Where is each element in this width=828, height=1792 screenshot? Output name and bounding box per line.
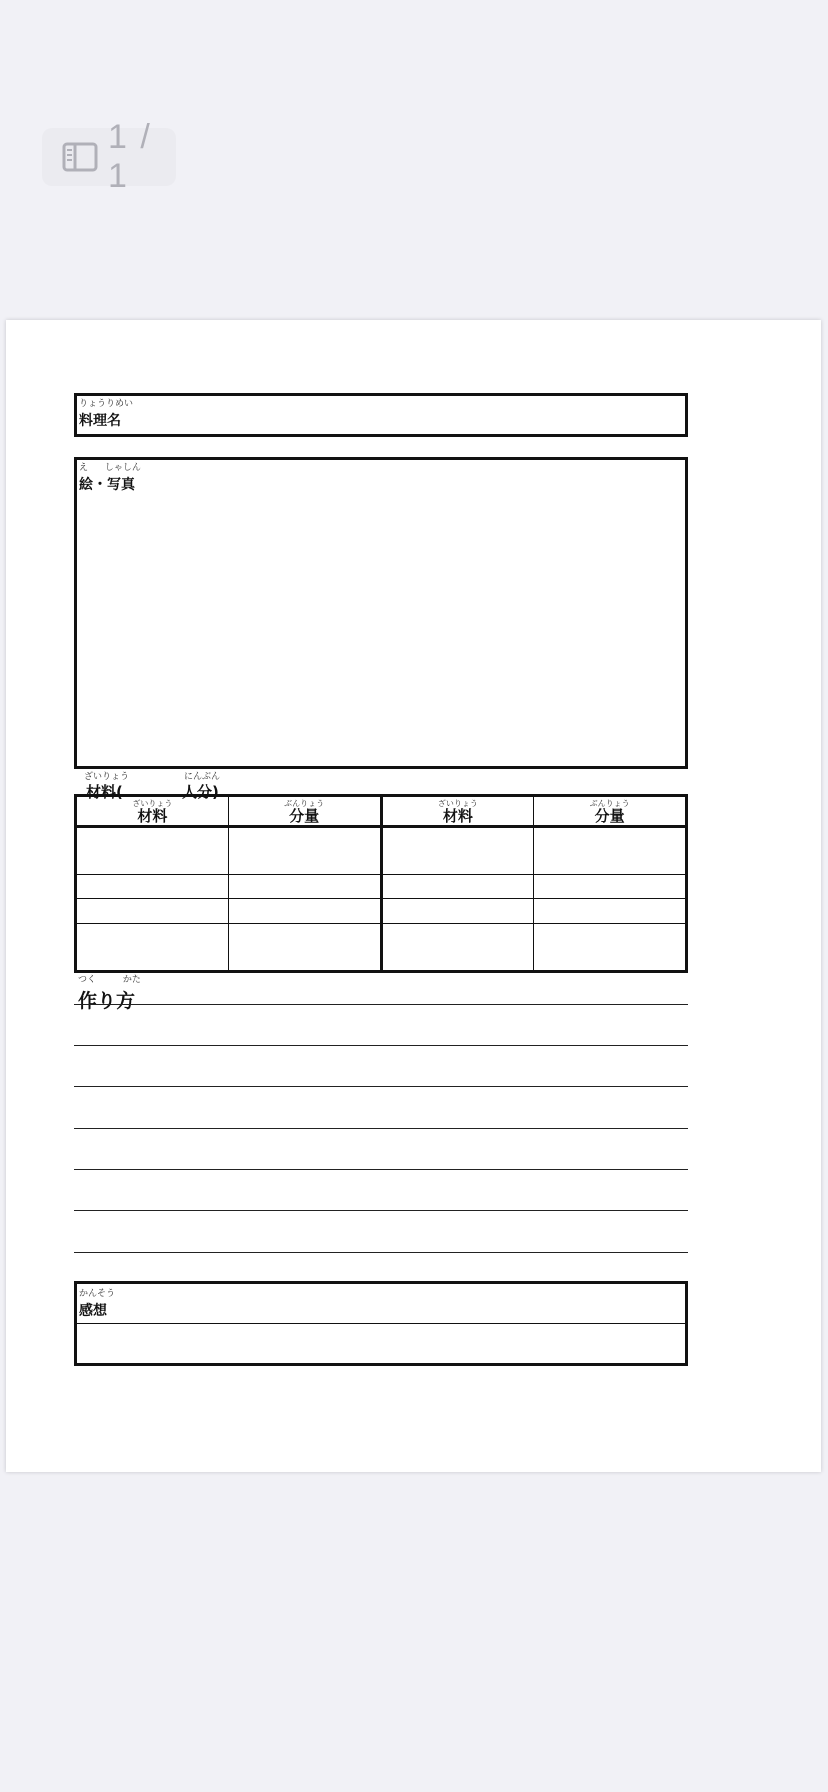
- table-cell[interactable]: [76, 899, 229, 923]
- table-cell[interactable]: [76, 923, 229, 971]
- header-ruby: ざいりょう: [437, 799, 478, 808]
- header-amount-1: [228, 796, 381, 827]
- table-cell[interactable]: [534, 899, 687, 923]
- page-indicator-text: 1 / 1: [108, 118, 152, 195]
- method-line[interactable]: [74, 1004, 688, 1005]
- method-line[interactable]: [74, 1045, 688, 1046]
- dish-name-ruby: りょうりめい: [79, 399, 134, 409]
- impression-ruby: かんそう: [79, 1289, 116, 1299]
- picture-label: 絵・写真: [79, 477, 135, 493]
- ingredients-label-left: 材料(: [86, 783, 123, 801]
- table-cell[interactable]: [534, 827, 687, 875]
- dish-name-box[interactable]: [74, 393, 688, 437]
- sidebar-icon[interactable]: [62, 142, 98, 172]
- method-line[interactable]: [74, 1086, 688, 1087]
- table-cell[interactable]: [534, 923, 687, 971]
- method-line[interactable]: [74, 1128, 688, 1129]
- method-heading: [78, 972, 141, 1013]
- table-cell[interactable]: [76, 875, 229, 899]
- table-cell[interactable]: [228, 875, 381, 899]
- ingredients-table: [74, 794, 688, 973]
- table-cell[interactable]: [534, 875, 687, 899]
- method-line[interactable]: [74, 1169, 688, 1170]
- header-label: 分量: [289, 807, 320, 825]
- table-cell[interactable]: [381, 827, 534, 875]
- impression-label: 感想: [79, 1303, 107, 1319]
- header-ruby: ざいりょう: [132, 799, 173, 808]
- impression-box[interactable]: [74, 1281, 688, 1366]
- page-indicator[interactable]: [42, 118, 176, 195]
- document-page: [6, 320, 821, 1472]
- table-row: [76, 899, 687, 923]
- ingredients-label-right: 人分): [182, 783, 219, 801]
- header-label: 分量: [594, 807, 625, 825]
- table-row: [76, 923, 687, 971]
- table-row: [76, 827, 687, 875]
- ingredients-heading: [82, 769, 282, 801]
- header-ingredient-1: [76, 796, 229, 827]
- table-cell[interactable]: [76, 827, 229, 875]
- picture-ruby: え しゃしん: [79, 463, 141, 473]
- ingredients-ruby-left: ざいりょう: [84, 772, 130, 782]
- table-header-row: [76, 796, 687, 827]
- table-cell[interactable]: [381, 899, 534, 923]
- method-line[interactable]: [74, 1210, 688, 1211]
- header-label: 材料: [442, 807, 473, 825]
- header-amount-2: [534, 796, 687, 827]
- method-label: 作り方: [78, 990, 136, 1012]
- table-cell[interactable]: [228, 923, 381, 971]
- table-cell[interactable]: [381, 875, 534, 899]
- table-cell[interactable]: [381, 923, 534, 971]
- picture-box[interactable]: [74, 457, 688, 769]
- header-ruby: ぶんりょう: [284, 799, 325, 808]
- method-line[interactable]: [74, 1252, 688, 1253]
- dish-name-label: 料理名: [79, 413, 121, 429]
- ingredients-ruby-right: にんぶん: [184, 772, 221, 782]
- impression-divider: [77, 1323, 685, 1324]
- header-label: 材料: [137, 807, 168, 825]
- table-cell[interactable]: [228, 899, 381, 923]
- header-ruby: ぶんりょう: [589, 799, 630, 808]
- table-row: [76, 875, 687, 899]
- method-ruby: つく かた: [78, 975, 141, 985]
- header-ingredient-2: [381, 796, 534, 827]
- table-cell[interactable]: [228, 827, 381, 875]
